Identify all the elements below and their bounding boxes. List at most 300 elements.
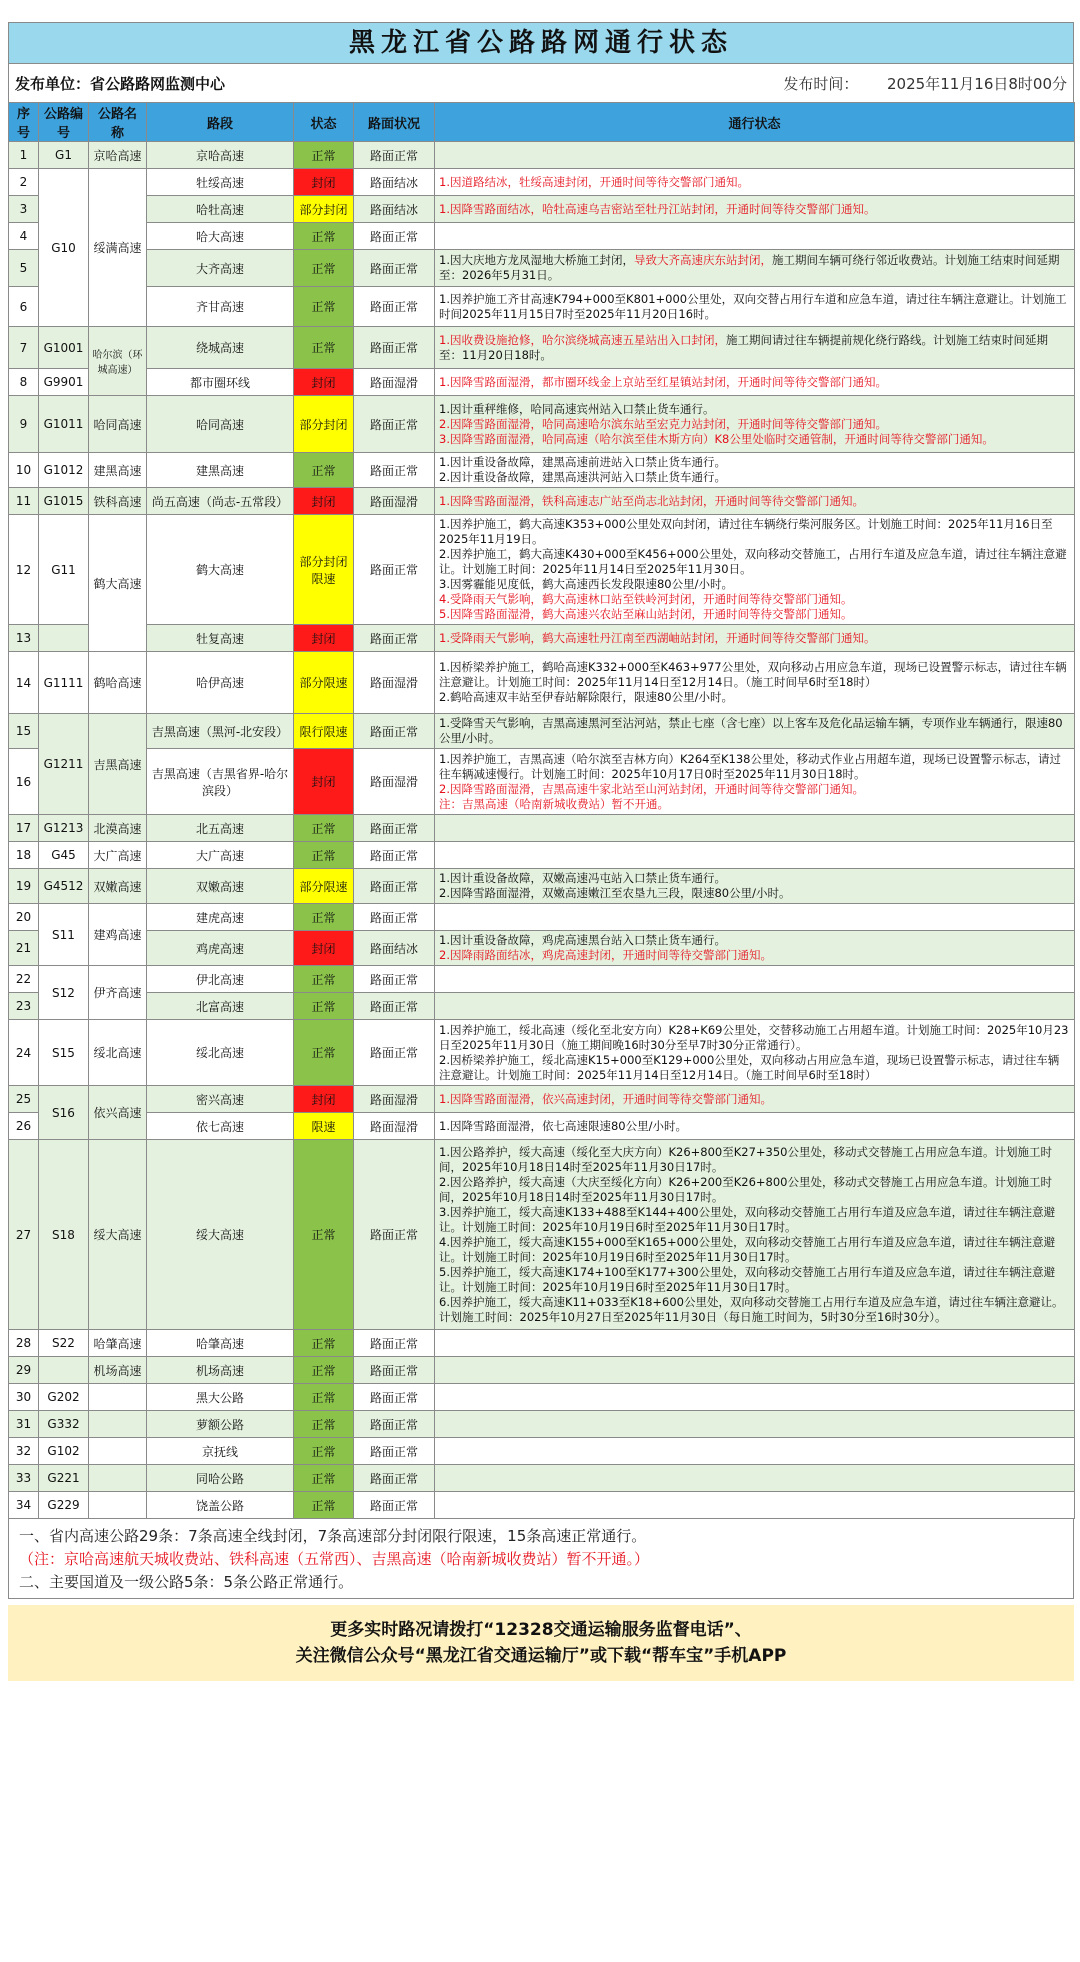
road-segment: 绕城高速 <box>147 327 294 369</box>
road-code: G1111 <box>39 652 89 714</box>
traffic-notes <box>435 966 1075 993</box>
table-row <box>9 223 1075 250</box>
surface-condition: 路面正常 <box>354 1411 435 1438</box>
status-badge: 部分封闭限速 <box>294 515 354 625</box>
traffic-notes <box>435 904 1075 931</box>
table-row <box>9 1330 1075 1357</box>
status-badge: 正常 <box>294 453 354 488</box>
status-badge: 正常 <box>294 842 354 869</box>
table-row <box>9 749 1075 815</box>
road-segment: 哈同高速 <box>147 396 294 453</box>
table-row <box>9 652 1075 714</box>
surface-condition: 路面正常 <box>354 993 435 1020</box>
col-header-surface: 路面状况 <box>354 103 435 142</box>
row-number: 32 <box>9 1438 39 1465</box>
road-code: G221 <box>39 1465 89 1492</box>
road-name: 依兴高速 <box>89 1086 147 1140</box>
road-name: 绥北高速 <box>89 1020 147 1086</box>
traffic-note-text: 1.因计重设备故障，双嫩高速冯屯站入口禁止货车通行。 2.因降雪路面湿滑，双嫩高速嫩江至农垦九三段，限速80公里/小时。 <box>439 871 791 900</box>
table-row <box>9 396 1075 453</box>
row-number: 30 <box>9 1384 39 1411</box>
road-segment: 北五高速 <box>147 815 294 842</box>
traffic-note-text: 施工期间车辆可绕行邻近收费站。计划施工结束时间延期至：2026年5月31日。 <box>439 253 1060 282</box>
road-segment: 京抚线 <box>147 1438 294 1465</box>
status-badge: 封闭 <box>294 488 354 515</box>
traffic-note-text: 1.因降雪路面湿滑，依兴高速封闭，开通时间等待交警部门通知。 <box>439 1091 772 1106</box>
road-name: 哈同高速 <box>89 396 147 453</box>
surface-condition: 路面湿滑 <box>354 749 435 815</box>
status-badge: 封闭 <box>294 625 354 652</box>
surface-condition: 路面正常 <box>354 625 435 652</box>
surface-condition: 路面湿滑 <box>354 652 435 714</box>
table-row <box>9 1384 1075 1411</box>
surface-condition: 路面正常 <box>354 250 435 287</box>
road-code: S15 <box>39 1020 89 1086</box>
status-badge: 正常 <box>294 327 354 369</box>
table-row <box>9 869 1075 904</box>
traffic-note-text: 1.因养护施工，绥北高速（绥化至北安方向）K28+K69公里处，交替移动施工占用超车道。计划施工时间：2025年10月23日至2025年11月30日（施工期间晚16时30分至早7时30分正常通行）。 2.因桥梁养护施工，绥北高速K15+000至K129+000公里处，双向移动占用应急车道，现场已设置警示标志，请过往车辆注意避让。计划施工时间：2025年11月14日至12月14日。（施工时间早6时至18时） <box>439 1022 1069 1082</box>
table-row <box>9 815 1075 842</box>
row-number: 1 <box>9 142 39 169</box>
road-segment: 哈大高速 <box>147 223 294 250</box>
road-segment: 牡复高速 <box>147 625 294 652</box>
traffic-notes <box>435 327 1075 369</box>
traffic-note-text: 1.因公路养护，绥大高速（绥化至大庆方向）K26+800至K27+350公里处，移动式交替施工占用应急车道。计划施工时间，2025年10月18日14时至2025年11月30日17时。 2.因公路养护，绥大高速（大庆至绥化方向）K26+200至K26+800公里处，移动式交替施工占用应急车道。计划施工时间，2025年10月18日14时至2025年11月30日17时。 3.因养护施工，绥大高速K133+488至K144+400公里处，双向移动交替施工占用行车道及应急车道，请过往车辆注意避让。计划施工时间：2025年10月19日6时至2025年11月30日17时。 4.因养护施工，绥大高速K155+000至K165+000公里处，双向移动交替施工占用行车道及应急车道，请过往车辆注意避让。计划施工时间：2025年10月19日6时至2025年11月30日17时。 5.因养护施工，绥大高速K174+100至K177+300公里处，双向移动交替施工占用行车道及应急车道，请过往车辆注意避让。计划施工时间：2025年10月19日6时至2025年11月30日17时。 6.因养护施工，绥大高速K11+033至K18+600公里处，双向移动交替施工占用行车道及应急车道，请过往车辆注意避让。计划施工时间：2025年10月27日至2025年11月30日（每日施工时间为，5时30分至16时30分）。 <box>439 1144 1064 1324</box>
traffic-notes <box>435 1140 1075 1330</box>
traffic-notes <box>435 869 1075 904</box>
traffic-note-text: 4.受降雨天气影响，鹤大高速林口站至铁岭河封闭，开通时间等待交警部门通知。 5.因降雪路面湿滑，鹤大高速兴农站至麻山站封闭，开通时间等待交警部门通知。 <box>439 592 853 621</box>
row-number: 16 <box>9 749 39 815</box>
status-table <box>8 102 1075 1519</box>
table-row <box>9 1020 1075 1086</box>
row-number: 25 <box>9 1086 39 1113</box>
publisher: 发布单位：省公路路网监测中心 <box>15 74 226 93</box>
row-number: 3 <box>9 196 39 223</box>
summary-national: 二、主要国道及一级公路5条：5条公路正常通行。 <box>19 1573 354 1591</box>
surface-condition: 路面正常 <box>354 1438 435 1465</box>
row-number: 7 <box>9 327 39 369</box>
col-header-segment: 路段 <box>147 103 294 142</box>
table-row <box>9 842 1075 869</box>
road-segment: 齐甘高速 <box>147 287 294 327</box>
status-badge: 封闭 <box>294 369 354 396</box>
road-code: G102 <box>39 1438 89 1465</box>
road-segment: 依七高速 <box>147 1113 294 1140</box>
status-badge: 正常 <box>294 1438 354 1465</box>
road-code <box>39 625 89 652</box>
surface-condition: 路面正常 <box>354 1357 435 1384</box>
status-badge: 正常 <box>294 966 354 993</box>
traffic-note-text: 施工期间请过往车辆提前规化绕行路线。计划施工结束时间延期至：11月20日18时。 <box>439 332 1048 362</box>
traffic-notes <box>435 815 1075 842</box>
road-code: S18 <box>39 1140 89 1330</box>
status-badge: 正常 <box>294 1140 354 1330</box>
table-row <box>9 1140 1075 1330</box>
road-name: 建鸡高速 <box>89 904 147 966</box>
status-badge: 封闭 <box>294 1086 354 1113</box>
publish-bar <box>8 64 1074 102</box>
traffic-note-text: 1.因计重设备故障，建黑高速前进站入口禁止货车通行。 2.因计重设备故障，建黑高速洪河站入口禁止货车通行。 <box>439 455 726 484</box>
traffic-notes <box>435 250 1075 287</box>
row-number: 10 <box>9 453 39 488</box>
table-body <box>9 142 1075 1519</box>
row-number: 5 <box>9 250 39 287</box>
traffic-note-text: 1.因计重秤维修，哈同高速宾州站入口禁止货车通行。 <box>439 401 715 416</box>
road-segment: 大广高速 <box>147 842 294 869</box>
traffic-notes <box>435 1438 1075 1465</box>
traffic-note-text: 2.因降雪路面湿滑，哈同高速哈尔滨东站至宏克力站封闭，开通时间等待交警部门通知。 3.因降雪路面湿滑，哈同高速（哈尔滨至佳木斯方向）K8公里处临时交通管制，开通时间等待交警部门通知。 <box>439 416 994 446</box>
road-segment: 京哈高速 <box>147 142 294 169</box>
road-name: 哈肇高速 <box>89 1330 147 1357</box>
traffic-notes <box>435 931 1075 966</box>
row-number: 11 <box>9 488 39 515</box>
surface-condition: 路面正常 <box>354 1140 435 1330</box>
traffic-note-text: 1.因降雪路面湿滑，铁科高速志广站至尚志北站封闭，开通时间等待交警部门通知。 <box>439 493 864 508</box>
road-code: G10 <box>39 169 89 327</box>
road-segment: 绥北高速 <box>147 1020 294 1086</box>
status-badge: 正常 <box>294 1357 354 1384</box>
road-segment: 鹤大高速 <box>147 515 294 625</box>
surface-condition: 路面正常 <box>354 1330 435 1357</box>
road-name: 鹤哈高速 <box>89 652 147 714</box>
traffic-note-text: 1.因大庆地方龙凤湿地大桥施工封闭， <box>439 253 634 267</box>
surface-condition: 路面正常 <box>354 1020 435 1086</box>
status-badge: 正常 <box>294 1411 354 1438</box>
status-badge: 正常 <box>294 815 354 842</box>
table-row <box>9 250 1075 287</box>
row-number: 2 <box>9 169 39 196</box>
status-badge: 限行限速 <box>294 714 354 749</box>
row-number: 15 <box>9 714 39 749</box>
road-code: G45 <box>39 842 89 869</box>
road-segment: 萝额公路 <box>147 1411 294 1438</box>
traffic-notes <box>435 1411 1075 1438</box>
traffic-note-text: 1.因计重设备故障，鸡虎高速黑台站入口禁止货车通行。 <box>439 933 726 947</box>
road-name <box>89 1411 147 1438</box>
road-code: G1213 <box>39 815 89 842</box>
traffic-notes <box>435 287 1075 327</box>
table-row <box>9 966 1075 993</box>
status-badge: 限速 <box>294 1113 354 1140</box>
table-row <box>9 1357 1075 1384</box>
row-number: 18 <box>9 842 39 869</box>
status-badge: 封闭 <box>294 931 354 966</box>
summary-section <box>8 1519 1074 1599</box>
row-number: 23 <box>9 993 39 1020</box>
road-segment: 大齐高速 <box>147 250 294 287</box>
row-number: 12 <box>9 515 39 625</box>
status-badge: 正常 <box>294 287 354 327</box>
road-name: 伊齐高速 <box>89 966 147 1020</box>
road-segment: 都市圈环线 <box>147 369 294 396</box>
road-code: G1012 <box>39 453 89 488</box>
road-code: G1015 <box>39 488 89 515</box>
row-number: 27 <box>9 1140 39 1330</box>
surface-condition: 路面正常 <box>354 142 435 169</box>
banner-line-2: 关注微信公众号“黑龙江省交通运输厅”或下载“帮车宝”手机APP <box>295 1646 787 1666</box>
status-badge: 正常 <box>294 1384 354 1411</box>
traffic-note-text: 2.因降雪路面湿滑，吉黑高速牛家北站至山河站封闭，开通时间等待交警部门通知。 注：吉黑高速（哈南新城收费站）暂不开通。 <box>439 781 864 811</box>
road-name: 机场高速 <box>89 1357 147 1384</box>
row-number: 22 <box>9 966 39 993</box>
road-code: G4512 <box>39 869 89 904</box>
row-number: 33 <box>9 1465 39 1492</box>
traffic-note-text: 1.因养护施工，吉黑高速（哈尔滨至吉林方向）K264至K138公里处，移动式作业占用超车道，现场已设置警示标志，请过往车辆减速慢行。计划施工时间：2025年10月17日0时至2025年11月30日18时。 <box>439 751 1061 781</box>
table-row <box>9 515 1075 625</box>
row-number: 6 <box>9 287 39 327</box>
table-row <box>9 196 1075 223</box>
status-badge: 正常 <box>294 1020 354 1086</box>
table-row <box>9 1086 1075 1113</box>
status-badge: 正常 <box>294 904 354 931</box>
surface-condition: 路面湿滑 <box>354 1086 435 1113</box>
table-row <box>9 453 1075 488</box>
traffic-notes <box>435 169 1075 196</box>
row-number: 24 <box>9 1020 39 1086</box>
traffic-notes <box>435 369 1075 396</box>
surface-condition: 路面结冰 <box>354 169 435 196</box>
status-badge: 部分限速 <box>294 652 354 714</box>
table-row <box>9 1438 1075 1465</box>
publish-time-wrap <box>783 73 1073 94</box>
table-row <box>9 1113 1075 1140</box>
traffic-note-text: 1.因降雪路面湿滑，依七高速限速80公里/小时。 <box>439 1118 687 1133</box>
surface-condition: 路面湿滑 <box>354 488 435 515</box>
contact-banner <box>8 1605 1074 1681</box>
road-name: 建黑高速 <box>89 453 147 488</box>
traffic-notes <box>435 453 1075 488</box>
road-segment: 北富高速 <box>147 993 294 1020</box>
table-row <box>9 488 1075 515</box>
road-segment: 同哈公路 <box>147 1465 294 1492</box>
road-name: 大广高速 <box>89 842 147 869</box>
road-segment: 牡绥高速 <box>147 169 294 196</box>
surface-condition: 路面正常 <box>354 714 435 749</box>
road-name: 鹤大高速 <box>89 515 147 652</box>
traffic-notes <box>435 142 1075 169</box>
road-status-page <box>8 0 1074 1681</box>
summary-note: （注：京哈高速航天城收费站、铁科高速（五常西）、吉黑高速（哈南新城收费站）暂不开通。） <box>19 1550 650 1568</box>
surface-condition: 路面湿滑 <box>354 369 435 396</box>
surface-condition: 路面正常 <box>354 515 435 625</box>
road-name: 哈尔滨（环城高速） <box>89 327 147 396</box>
road-name: 吉黑高速 <box>89 714 147 815</box>
road-segment: 黑大公路 <box>147 1384 294 1411</box>
road-name <box>89 1492 147 1519</box>
surface-condition: 路面正常 <box>354 453 435 488</box>
road-name <box>89 1438 147 1465</box>
surface-condition: 路面湿滑 <box>354 1113 435 1140</box>
road-code: S16 <box>39 1086 89 1140</box>
road-segment: 双嫩高速 <box>147 869 294 904</box>
road-segment: 鸡虎高速 <box>147 931 294 966</box>
table-row <box>9 714 1075 749</box>
road-segment: 哈肇高速 <box>147 1330 294 1357</box>
road-segment: 建虎高速 <box>147 904 294 931</box>
col-header-name: 公路名称 <box>89 103 147 142</box>
status-badge: 正常 <box>294 1465 354 1492</box>
row-number: 34 <box>9 1492 39 1519</box>
traffic-note-text: 2.因降雨路面结冰，鸡虎高速封闭，开通时间等待交警部门通知。 <box>439 948 772 962</box>
status-badge: 封闭 <box>294 749 354 815</box>
traffic-notes <box>435 625 1075 652</box>
table-row <box>9 287 1075 327</box>
surface-condition: 路面正常 <box>354 966 435 993</box>
publish-time-label: 发布时间： <box>783 74 859 93</box>
col-header-status: 状态 <box>294 103 354 142</box>
road-code: G1211 <box>39 714 89 815</box>
col-header-traffic: 通行状态 <box>435 103 1075 142</box>
table-row <box>9 1465 1075 1492</box>
traffic-note-text: 1.受降雨天气影响，鹤大高速牡丹江南至西湖岫站封闭，开通时间等待交警部门通知。 <box>439 630 876 645</box>
status-badge: 部分封闭 <box>294 196 354 223</box>
surface-condition: 路面正常 <box>354 869 435 904</box>
road-segment: 吉黑高速（吉黑省界-哈尔滨段） <box>147 749 294 815</box>
road-segment: 绥大高速 <box>147 1140 294 1330</box>
traffic-note-text: 导致大齐高速庆东站封闭， <box>633 253 772 267</box>
traffic-note-text: 1.因降雪路面结冰，哈牡高速乌吉密站至牡丹江站封闭，开通时间等待交警部门通知。 <box>439 201 876 216</box>
road-segment: 建黑高速 <box>147 453 294 488</box>
row-number: 20 <box>9 904 39 931</box>
traffic-notes <box>435 1086 1075 1113</box>
row-number: 28 <box>9 1330 39 1357</box>
surface-condition: 路面正常 <box>354 815 435 842</box>
status-badge: 部分限速 <box>294 869 354 904</box>
page-title: 黑龙江省公路路网通行状态 <box>8 22 1074 64</box>
table-row <box>9 931 1075 966</box>
status-badge: 正常 <box>294 1330 354 1357</box>
traffic-notes <box>435 488 1075 515</box>
row-number: 4 <box>9 223 39 250</box>
table-row <box>9 904 1075 931</box>
table-row <box>9 369 1075 396</box>
road-code <box>39 1357 89 1384</box>
traffic-note-text: 1.因养护施工，鹤大高速K353+000公里处双向封闭，请过往车辆绕行柴河服务区。计划施工时间：2025年11月16日至2025年11月19日。 2.因养护施工，鹤大高速K430+000至K456+000公里处，双向移动交替施工，占用行车道及应急车道，请过往车辆注意避让。计划施工时间：2025年11月14日至2025年11月30日。 3.因雾霾能见度低，鹤大高速西长发段限速80公里/小时。 <box>439 517 1067 591</box>
surface-condition: 路面正常 <box>354 223 435 250</box>
road-code: S22 <box>39 1330 89 1357</box>
table-row <box>9 625 1075 652</box>
road-segment: 密兴高速 <box>147 1086 294 1113</box>
traffic-notes <box>435 1113 1075 1140</box>
surface-condition: 路面结冰 <box>354 196 435 223</box>
table-row <box>9 1411 1075 1438</box>
road-code: G229 <box>39 1492 89 1519</box>
traffic-notes <box>435 1492 1075 1519</box>
banner-line-1: 更多实时路况请拨打“12328交通运输服务监督电话”、 <box>330 1620 752 1640</box>
road-segment: 哈牡高速 <box>147 196 294 223</box>
surface-condition: 路面正常 <box>354 842 435 869</box>
traffic-notes <box>435 223 1075 250</box>
row-number: 21 <box>9 931 39 966</box>
road-code: G1011 <box>39 396 89 453</box>
surface-condition: 路面正常 <box>354 327 435 369</box>
road-code: G1001 <box>39 327 89 369</box>
traffic-note-text: 1.因道路结冰，牡绥高速封闭，开通时间等待交警部门通知。 <box>439 174 749 189</box>
table-row <box>9 1492 1075 1519</box>
road-segment: 哈伊高速 <box>147 652 294 714</box>
road-code: S11 <box>39 904 89 966</box>
road-code: G1 <box>39 142 89 169</box>
surface-condition: 路面正常 <box>354 1384 435 1411</box>
row-number: 14 <box>9 652 39 714</box>
road-name <box>89 1465 147 1492</box>
row-number: 8 <box>9 369 39 396</box>
traffic-notes <box>435 196 1075 223</box>
road-code: G11 <box>39 515 89 625</box>
traffic-notes <box>435 396 1075 453</box>
surface-condition: 路面正常 <box>354 904 435 931</box>
road-name: 北漠高速 <box>89 815 147 842</box>
row-number: 9 <box>9 396 39 453</box>
table-header-row <box>9 103 1075 142</box>
road-code: S12 <box>39 966 89 1020</box>
traffic-note-text: 1.因桥梁养护施工，鹤哈高速K332+000至K463+977公里处，双向移动占用应急车道，现场已设置警示标志，请过往车辆注意避让。计划施工时间：2025年11月14日至12月14日。（施工时间早6时至18时） 2.鹤哈高速双丰站至伊春站解除限行，限速80公里/小时。 <box>439 660 1067 704</box>
road-segment: 吉黑高速（黑河-北安段） <box>147 714 294 749</box>
status-badge: 部分封闭 <box>294 396 354 453</box>
traffic-notes <box>435 714 1075 749</box>
traffic-notes <box>435 1330 1075 1357</box>
traffic-note-text: 1.因降雪路面湿滑，都市圈环线金上京站至红星镇站封闭，开通时间等待交警部门通知。 <box>439 374 887 389</box>
traffic-notes <box>435 1384 1075 1411</box>
status-badge: 封闭 <box>294 169 354 196</box>
col-header-code: 公路编号 <box>39 103 89 142</box>
traffic-notes <box>435 1465 1075 1492</box>
row-number: 19 <box>9 869 39 904</box>
road-segment: 尚五高速（尚志-五常段） <box>147 488 294 515</box>
road-name <box>89 1384 147 1411</box>
traffic-notes <box>435 993 1075 1020</box>
road-name: 铁科高速 <box>89 488 147 515</box>
row-number: 26 <box>9 1113 39 1140</box>
status-badge: 正常 <box>294 142 354 169</box>
road-segment: 伊北高速 <box>147 966 294 993</box>
road-segment: 饶盖公路 <box>147 1492 294 1519</box>
table-row <box>9 169 1075 196</box>
traffic-notes <box>435 652 1075 714</box>
traffic-notes <box>435 842 1075 869</box>
table-row <box>9 327 1075 369</box>
summary-highways: 一、省内高速公路29条：7条高速全线封闭，7条高速部分封闭限行限速，15条高速正常通行。 <box>19 1527 647 1545</box>
row-number: 13 <box>9 625 39 652</box>
road-code: G332 <box>39 1411 89 1438</box>
road-code: G202 <box>39 1384 89 1411</box>
col-header-no: 序号 <box>9 103 39 142</box>
status-badge: 正常 <box>294 223 354 250</box>
status-badge: 正常 <box>294 250 354 287</box>
road-segment: 机场高速 <box>147 1357 294 1384</box>
surface-condition: 路面正常 <box>354 287 435 327</box>
traffic-notes <box>435 749 1075 815</box>
traffic-note-text: 1.受降雪天气影响，吉黑高速黑河至沾河站，禁止七座（含七座）以上客车及危化品运输车辆，专项作业车辆通行，限速80公里/小时。 <box>439 716 1063 745</box>
surface-condition: 路面正常 <box>354 1465 435 1492</box>
surface-condition: 路面正常 <box>354 396 435 453</box>
surface-condition: 路面结冰 <box>354 931 435 966</box>
status-badge: 正常 <box>294 1492 354 1519</box>
road-name: 双嫩高速 <box>89 869 147 904</box>
table-row <box>9 993 1075 1020</box>
row-number: 31 <box>9 1411 39 1438</box>
road-name: 绥满高速 <box>89 169 147 327</box>
traffic-note-text: 1.因养护施工齐甘高速K794+000至K801+000公里处，双向交替占用行车道和应急车道，请过往车辆注意避让。计划施工时间2025年11月15日7时至2025年11月20日16时。 <box>439 291 1067 321</box>
table-row <box>9 142 1075 169</box>
status-badge: 正常 <box>294 993 354 1020</box>
traffic-note-text: 1.因收费设施抢修，哈尔滨绕城高速五星站出入口封闭， <box>439 332 726 347</box>
road-name: 京哈高速 <box>89 142 147 169</box>
traffic-notes <box>435 515 1075 625</box>
publish-time: 2025年11月16日8时00分 <box>887 74 1067 93</box>
traffic-notes <box>435 1020 1075 1086</box>
road-name: 绥大高速 <box>89 1140 147 1330</box>
